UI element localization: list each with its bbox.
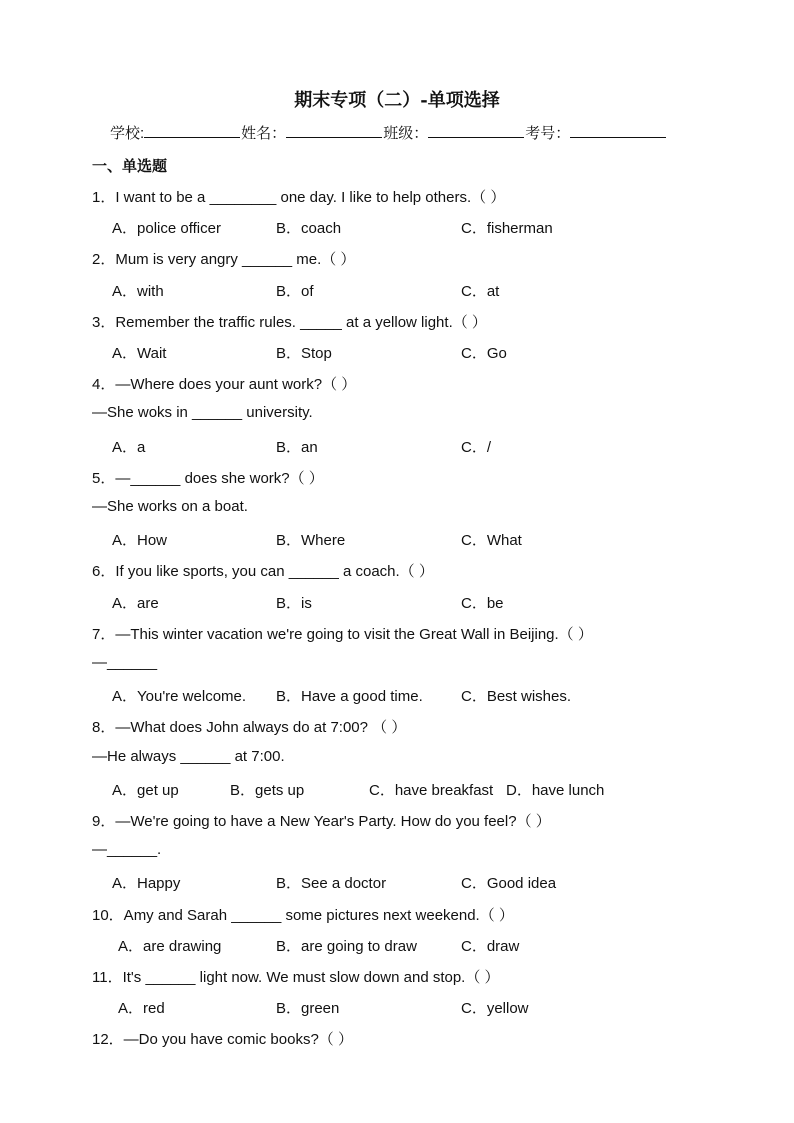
question-9-option-c[interactable]: C．Good idea	[461, 875, 557, 892]
question-10-stem: 10．Amy and Sarah ______ some pictures next weekend.（ ）	[92, 907, 514, 924]
section-heading: 一、单选题	[92, 157, 168, 175]
number-blank[interactable]	[570, 123, 666, 138]
question-2-stem: 2．Mum is very angry ______ me.（ ）	[92, 251, 356, 268]
question-4-line2: —She woks in ______ university.	[92, 404, 313, 421]
question-8-option-a[interactable]: A．get up	[112, 782, 179, 799]
question-9-line2: —______.	[92, 841, 162, 858]
question-3-stem: 3．Remember the traffic rules. _____ at a yellow light.（ ）	[92, 314, 487, 331]
question-5-stem: 5．—______ does she work?（ ）	[92, 470, 324, 487]
question-4-option-b[interactable]: B．an	[276, 439, 318, 456]
question-6-option-c[interactable]: C．be	[461, 595, 504, 612]
question-8-option-d[interactable]: D．have lunch	[506, 782, 605, 799]
question-4-stem: 4．—Where does your aunt work?（ ）	[92, 376, 357, 393]
question-5-line2: —She works on a boat.	[92, 498, 248, 515]
question-8-option-b[interactable]: B．gets up	[230, 782, 305, 799]
question-6-option-a[interactable]: A．are	[112, 595, 159, 612]
question-7-option-b[interactable]: B．Have a good time.	[276, 688, 423, 705]
school-label: 学校:	[110, 125, 145, 142]
number-label: 考号：	[525, 125, 571, 142]
question-3-option-a[interactable]: A．Wait	[112, 345, 167, 362]
question-7-option-a[interactable]: A．You're welcome.	[112, 688, 247, 705]
question-3-option-b[interactable]: B．Stop	[276, 345, 332, 362]
question-1-option-a[interactable]: A．police officer	[112, 220, 221, 237]
question-8-option-c[interactable]: C．have breakfast	[369, 782, 494, 799]
question-1-option-c[interactable]: C．fisherman	[461, 220, 553, 237]
question-6-stem: 6．If you like sports, you can ______ a coach.（ ）	[92, 563, 434, 580]
question-7-stem: 7．—This winter vacation we're going to visit the Great Wall in Beijing.（ ）	[92, 626, 593, 643]
question-12-stem: 12．—Do you have comic books?（ ）	[92, 1031, 353, 1048]
question-10-option-c[interactable]: C．draw	[461, 938, 520, 955]
question-11-option-c[interactable]: C．yellow	[461, 1000, 529, 1017]
question-9-option-b[interactable]: B．See a doctor	[276, 875, 387, 892]
question-5-option-c[interactable]: C．What	[461, 532, 522, 549]
question-2-option-a[interactable]: A．with	[112, 283, 164, 300]
class-label: 班级：	[383, 125, 429, 142]
question-2-option-b[interactable]: B．of	[276, 283, 314, 300]
student-info-line	[110, 122, 667, 143]
question-11-option-a[interactable]: A．red	[118, 1000, 165, 1017]
name-label: 姓名：	[241, 125, 287, 142]
question-2-option-c[interactable]: C．at	[461, 283, 500, 300]
question-11-stem: 11．It's ______ light now. We must slow down and stop.（ ）	[92, 969, 500, 986]
page-title: 期末专项（二）-单项选择	[294, 90, 500, 111]
question-5-option-a[interactable]: A．How	[112, 532, 168, 549]
question-8-stem: 8．—What does John always do at 7:00? （ ）	[92, 719, 407, 736]
class-blank[interactable]	[428, 123, 524, 138]
question-10-option-a[interactable]: A．are drawing	[118, 938, 222, 955]
question-7-line2: —______	[92, 654, 158, 671]
question-4-option-c[interactable]: C．/	[461, 439, 492, 456]
question-1-option-b[interactable]: B．coach	[276, 220, 342, 237]
question-10-option-b[interactable]: B．are going to draw	[276, 938, 417, 955]
question-9-option-a[interactable]: A．Happy	[112, 875, 181, 892]
question-3-option-c[interactable]: C．Go	[461, 345, 507, 362]
question-8-line2: —He always ______ at 7:00.	[92, 748, 285, 765]
question-1-stem: 1．I want to be a ________ one day. I like to help others.（ ）	[92, 189, 506, 206]
question-5-option-b[interactable]: B．Where	[276, 532, 346, 549]
question-11-option-b[interactable]: B．green	[276, 1000, 340, 1017]
question-9-stem: 9．—We're going to have a New Year's Party. How do you feel?（ ）	[92, 813, 551, 830]
question-6-option-b[interactable]: B．is	[276, 595, 312, 612]
question-7-option-c[interactable]: C．Best wishes.	[461, 688, 572, 705]
name-blank[interactable]	[286, 123, 382, 138]
school-blank[interactable]	[144, 123, 240, 138]
question-4-option-a[interactable]: A．a	[112, 439, 146, 456]
